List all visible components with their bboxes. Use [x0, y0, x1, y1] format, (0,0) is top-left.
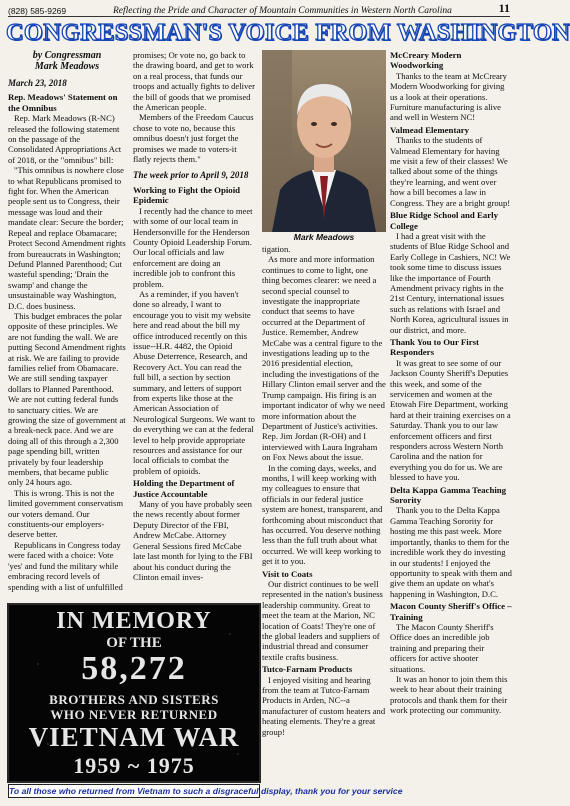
- paragraph: Thanks to the students of Valmead Elementary for having me visit a few of their classes! We talked about some of the things they're learning, and went over how a bill becomes a law in Congress. They are a bright group!: [390, 135, 511, 208]
- paragraph: I recently had the chance to meet with some of our local team in Hendersonville for the Henderson County Opioid Leadership Forum. Our local officials and law enforcement are doing an incredible job to confront this problem.: [133, 205, 253, 289]
- paragraph: Members of the Freedom Caucus chose to vote no, because this omnibus doesn't just forget the promises we made to voters-it flatly rejects them.": [133, 112, 254, 165]
- memorial-line-6: VIETNAM WAR: [28, 722, 240, 752]
- byline: [8, 50, 126, 72]
- paragraph: This budget embraces the polar opposite of these principles. We are not funding the wall. We are putting Second Amendment rights at risk. We are failing to provide families relief from Obamacare. We are still sending taxpayer dollars to Planned Parenthood. We are not cutting federal funds to sanctuary cities. We are growing the size of government at a break-neck pace. And we are doing all of this through a 2,300 page spending bill, written privately by four leadership members, that became public only 24 hours ago.: [8, 310, 126, 488]
- paragraph: The Macon County Sheriff's Office does an incredible job training and preparing their officers for active shooter situations.: [390, 621, 494, 674]
- masthead-title: CONGRESSMAN'S VOICE FROM WASHINGTON: [6, 19, 570, 46]
- opioid-heading: Working to Fight the Opioid Epidemic: [133, 184, 241, 206]
- photo-caption: Mark Meadows: [293, 232, 355, 242]
- phone-number: (828) 585-9269: [8, 6, 67, 16]
- paragraph: I enjoyed visiting and hearing from the team at Tutco-Farnam Products in Arden, NC--a manufacturer of custom heaters and heating elements. They're a great group!: [262, 674, 386, 737]
- paragraph: Rep. Mark Meadows (R-NC) released the following statement on the passage of the Consolidated Appropriations Act of 2018, or the "omnibus" bill:: [8, 113, 122, 165]
- macon-heading: Macon County Sheriff's Office – Training: [390, 601, 512, 622]
- memorial-line-5: WHO NEVER RETURNED: [50, 707, 218, 722]
- article-date: March 23, 2018: [8, 78, 67, 88]
- doj-heading: Holding the Department of Justice Accountable: [133, 478, 235, 499]
- vietnam-memorial-banner: [8, 604, 260, 782]
- blue-ridge-heading: Blue Ridge School and Early College: [390, 210, 499, 231]
- valmead-heading: Valmead Elementary: [390, 124, 470, 135]
- memorial-line-2: OF THE: [106, 635, 162, 651]
- paragraph: promises; Or vote no, go back to the drawing board, and get to work on a real process, that funds our troops and actually fights to deliver the bill of goods that we promised the American people.: [133, 50, 255, 113]
- paragraph: As a reminder, if you haven't done so already, I want to encourage you to visit my website here and read about the bill my office introduced recently on this issue--H.R. 4482, the Opioid Abuse Deterrence, Research, and Recovery Act. You can read the full bill, a section by section summary, and letters of support from experts like those at the American Association of Neurological Surgeons. We want to do everything we can at the federal level to help provide appropriate resources and assistance for our local officials to combat the problem of opioids.: [133, 288, 255, 476]
- paragraph: "This omnibus is nowhere close to what Republicans promised to fight for. When the American people sent us to Congress, their message was loud and their mandate clear: Secure the border; Repeal and replace Obamacare; Protect Second Amendment rights from bureaucrats in Washington; Defund Planned Parenthood; Cut wasteful spending; 'Drain the swamp' and change the unsustainable way Washington, D.C. does business.: [8, 165, 126, 311]
- memorial-number: 58,272: [81, 650, 187, 687]
- column-2: [133, 50, 255, 598]
- paragraph: Thank you to the Delta Kappa Gamma Teaching Sorority for hosting me this past week. More importantly, thanks to them for the incredible work they do investing in our students! I enjoyed the opportunity to speak with them and give them an update on what's happening in Washington, D.C.: [390, 505, 512, 599]
- column-3: [262, 244, 386, 806]
- byline-author: Mark Meadows: [34, 61, 100, 72]
- paragraph: Thanks to the team at McCreary Modern Woodworking for giving us a look at their operations. Furniture manufacturing is alive and well in Western NC!: [390, 70, 507, 123]
- memorial-caption: To all those who returned from Vietnam to such a disgraceful display, thank you for your service: [9, 786, 403, 796]
- paragraph: In the coming days, weeks, and months, I will keep working with my colleagues to ensure that officials in our federal justice system are honest, transparent, and forthcoming about misconduct that has occurred. You deserve nothing less than the full truth about what occurred. We will keep working to get it to you.: [262, 462, 383, 567]
- tagline: Reflecting the Pride and Character of Mountain Communities in Western North Carolina: [112, 6, 452, 16]
- portrait-photo: [262, 50, 386, 232]
- coats-heading: Visit to Coats: [262, 568, 313, 579]
- paragraph: It was an honor to join them this week to hear about their training protocols and thank them for their work protecting our community.: [390, 673, 508, 716]
- week-label: The week prior to April 9, 2018: [133, 170, 249, 181]
- mccreary-heading: McCreary Modern Woodworking: [390, 50, 462, 71]
- tutco-heading: Tutco-Farnam Products: [262, 664, 353, 675]
- omnibus-heading: Rep. Meadows' Statement on the Omnibus: [8, 92, 118, 113]
- paragraph: Many of you have probably seen the news recently about former Deputy Director of the FBI, Andrew McCabe. Attorney General Sessions fired McCabe late last month for lying to the FBI about his conduct during the Clinton email inves-: [133, 499, 253, 582]
- byline-line1: by Congressman: [32, 50, 102, 61]
- memorial-line-1: IN MEMORY: [56, 608, 212, 634]
- paragraph: It was great to see some of our Jackson County Sheriff's Deputies this week, and some of the servicemen and women at the Etowah Fire Department, working hard at their training exercises on a Saturday. Thank you to our law enforcement officers and first responders across Western North Carolina and the nation for everything you do for us. We are blessed to have you.: [390, 357, 511, 483]
- memorial-years: 1959 ~ 1975: [73, 753, 195, 778]
- column-1: [8, 50, 126, 598]
- paragraph: This is wrong. This is not the limited government conservatism our voters demand. Our constituents-our employers-deserve better.: [8, 487, 124, 540]
- portrait-illustration: [262, 50, 386, 232]
- paragraph: As more and more information continues to come to light, one thing becomes clearer: we need a second special counsel to investigate the inappropriate conduct that seems to have occurred at the Department of Justice. Remember, Andrew McCabe was a central figure to the investigations leading up to the 2016 presidential election, including the investigations of the Hillary Clinton email server and the Trump campaign. His firing is an important indicator of why we need more information about the Department of Justice's activities. Rep. Jim Jordan (R-OH) and I interviewed with Laura Ingraham on Fox News about the issue.: [262, 254, 386, 463]
- paragraph: Republicans in Congress today were faced with a choice: Vote 'yes' and fund the military while embracing record levels of spending with a list of unfulfilled: [8, 539, 123, 592]
- delta-kappa-heading: Delta Kappa Gamma Teaching Sorority: [390, 484, 507, 506]
- paragraph: Our district continues to be well represented in the nation's business leadership community. Great to meet the team at the Marion, NC location of Coats! They're one of the global leaders and suppliers of industrial thread and consumer textile crafts business.: [262, 579, 383, 662]
- first-responders-heading: Thank You to Our First Responders: [390, 336, 479, 358]
- paragraph: I had a great visit with the students of Blue Ridge School and Early College in Cashiers, NC! We took some time to discuss issues like the importance of Fourth Amendment privacy rights in the 21st Century, international issues such as relations with Israel and North Korea, agricultural issues in our district, and more.: [390, 230, 511, 335]
- page-number: 11: [498, 1, 510, 15]
- page-header: [8, 2, 510, 17]
- column-4: [390, 50, 512, 800]
- memorial-line-4: BROTHERS AND SISTERS: [49, 692, 219, 707]
- paragraph: tigation.: [262, 244, 291, 254]
